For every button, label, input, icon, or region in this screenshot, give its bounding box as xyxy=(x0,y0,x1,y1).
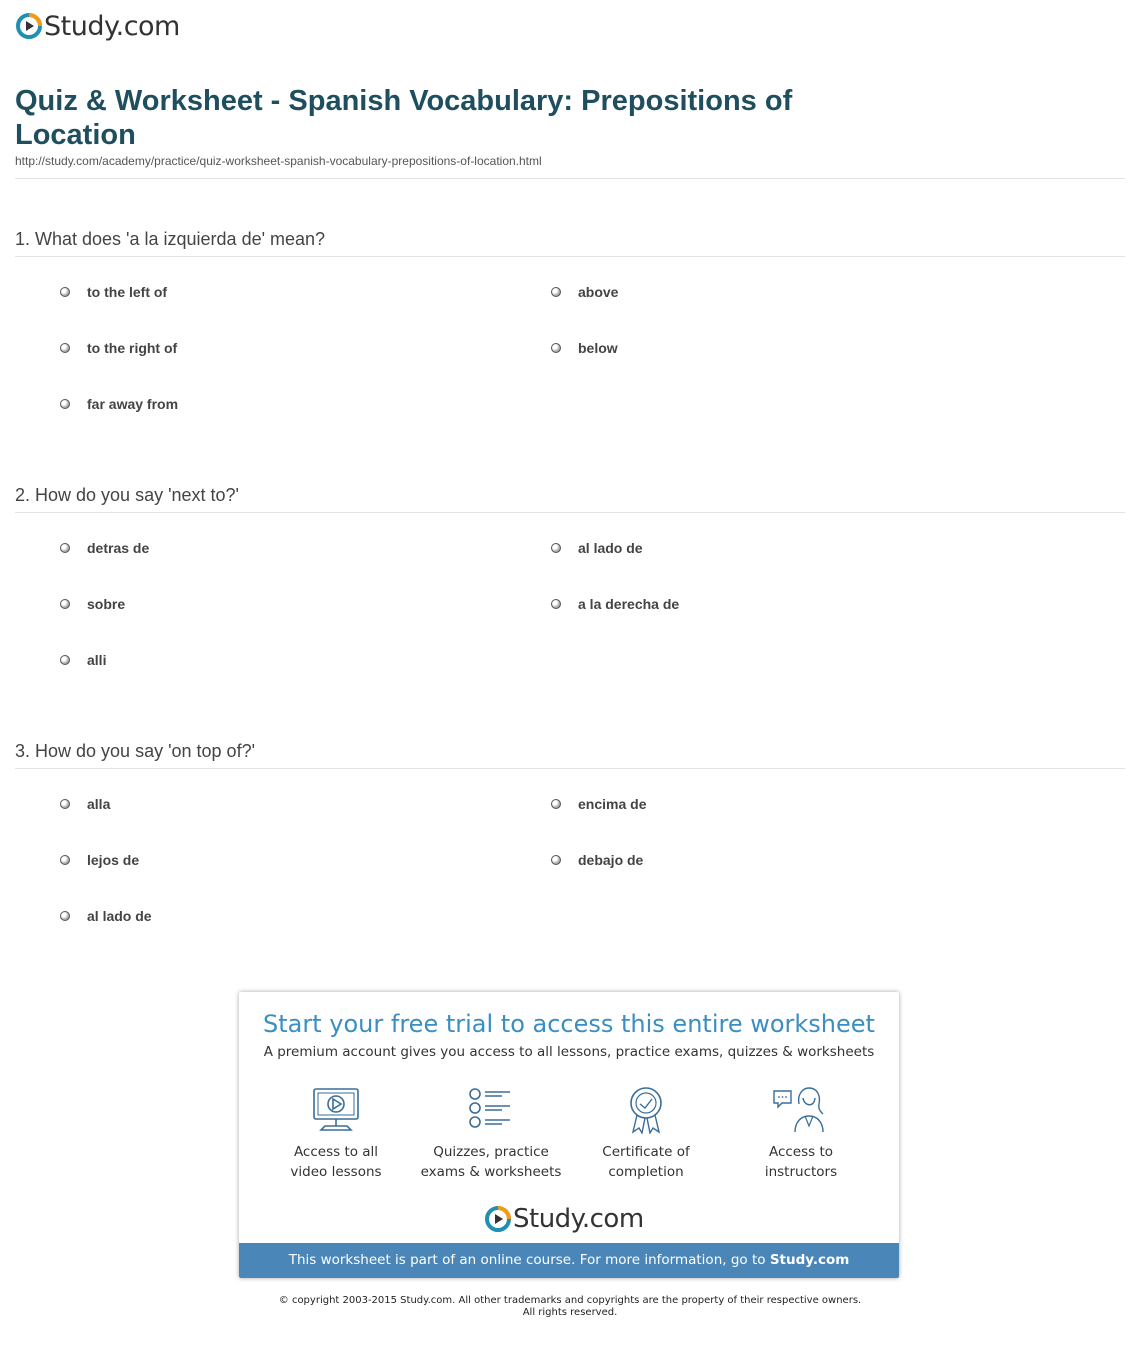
play-logo-icon xyxy=(16,13,42,39)
bar-text: This worksheet is part of an online course. For more information, go to xyxy=(288,1252,770,1268)
radio-button[interactable] xyxy=(551,343,561,353)
answer-label: al lado de xyxy=(578,540,643,556)
answer-label: debajo de xyxy=(578,852,644,868)
radio-button[interactable] xyxy=(551,543,561,553)
rights-line: All rights reserved. xyxy=(522,1307,618,1318)
feature-quizzes xyxy=(411,1086,571,1182)
feature-instructors xyxy=(721,1086,881,1182)
radio-button[interactable] xyxy=(60,399,70,409)
promo-study-logo[interactable] xyxy=(485,1206,644,1232)
answer-label: below xyxy=(578,340,618,356)
radio-button[interactable] xyxy=(551,599,561,609)
radio-button[interactable] xyxy=(60,287,70,297)
answer-label: alli xyxy=(87,652,107,668)
radio-button[interactable] xyxy=(60,599,70,609)
radio-button[interactable] xyxy=(60,911,70,921)
divider xyxy=(15,512,1125,513)
answer-label: above xyxy=(578,284,619,300)
radio-button[interactable] xyxy=(551,855,561,865)
copyright-notice xyxy=(0,1295,1140,1319)
answer-option[interactable] xyxy=(551,338,618,358)
divider xyxy=(15,768,1125,769)
radio-button[interactable] xyxy=(551,799,561,809)
answer-option[interactable] xyxy=(60,338,177,358)
feature-label-line2: video lessons xyxy=(290,1164,382,1180)
radio-button[interactable] xyxy=(60,655,70,665)
question-3: 3. How do you say 'on top of?' xyxy=(15,741,256,761)
study-link[interactable]: Study.com xyxy=(769,1252,850,1268)
answer-label: to the right of xyxy=(87,340,178,356)
promo-heading[interactable]: Start your free trial to access this entire worksheet xyxy=(263,1010,875,1038)
answer-label: detras de xyxy=(87,540,150,556)
radio-button[interactable] xyxy=(60,799,70,809)
feature-certificate xyxy=(566,1086,726,1182)
answer-label: sobre xyxy=(87,596,126,612)
divider xyxy=(15,256,1125,257)
answer-option[interactable] xyxy=(60,282,167,302)
radio-button[interactable] xyxy=(60,855,70,865)
logo-text: Study.com xyxy=(513,1204,644,1234)
feature-video-lessons xyxy=(256,1086,416,1182)
play-logo-icon xyxy=(485,1206,511,1232)
answer-option[interactable] xyxy=(551,850,643,870)
logo-text: Study.com xyxy=(44,10,180,42)
answer-option[interactable] xyxy=(551,282,618,302)
answer-option[interactable] xyxy=(60,538,149,558)
feature-label-line2: exams & worksheets xyxy=(420,1164,562,1180)
certificate-icon xyxy=(621,1086,671,1134)
answer-option[interactable] xyxy=(60,650,106,670)
question-2: 2. How do you say 'next to?' xyxy=(15,485,239,505)
promo-subheading: A premium account gives you access to all lessons, practice exams, quizzes & worksheets xyxy=(263,1044,875,1060)
answer-label: al lado de xyxy=(87,908,152,924)
answer-option[interactable] xyxy=(551,538,643,558)
answer-option[interactable] xyxy=(551,794,646,814)
feature-label-line1: Certificate of xyxy=(602,1144,690,1160)
divider xyxy=(15,178,1125,179)
feature-label-line1: Access to xyxy=(768,1144,834,1160)
copyright-line: © copyright 2003-2015 Study.com. All other trademarks and copyrights are the property of their respective owners. xyxy=(278,1295,862,1306)
answer-option[interactable] xyxy=(551,594,679,614)
answer-option[interactable] xyxy=(60,394,178,414)
feature-label-line1: Access to all xyxy=(293,1144,379,1160)
question-1: 1. What does 'a la izquierda de' mean? xyxy=(15,229,326,249)
instructor-icon xyxy=(771,1086,831,1134)
answer-label: lejos de xyxy=(87,852,140,868)
answer-label: alla xyxy=(87,796,111,812)
feature-label-line2: completion xyxy=(608,1164,684,1180)
study-logo[interactable] xyxy=(16,10,180,42)
answer-option[interactable] xyxy=(60,850,139,870)
feature-label-line2: instructors xyxy=(764,1164,838,1180)
page-title: Quiz & Worksheet - Spanish Vocabulary: Prepositions of Location xyxy=(15,85,793,151)
answer-label: a la derecha de xyxy=(578,596,680,612)
page-url: http://study.com/academy/practice/quiz-worksheet-spanish-vocabulary-prepositions-of-location.html xyxy=(15,154,542,168)
radio-button[interactable] xyxy=(60,343,70,353)
free-trial-promo xyxy=(239,992,899,1278)
answer-label: to the left of xyxy=(87,284,168,300)
answer-option[interactable] xyxy=(60,906,152,926)
answer-option[interactable] xyxy=(60,594,125,614)
video-lesson-icon xyxy=(311,1086,361,1134)
answer-option[interactable] xyxy=(60,794,110,814)
radio-button[interactable] xyxy=(60,543,70,553)
course-info-bar[interactable] xyxy=(239,1243,899,1278)
answer-label: far away from xyxy=(87,396,179,412)
radio-button[interactable] xyxy=(551,287,561,297)
feature-label-line1: Quizzes, practice xyxy=(433,1144,549,1160)
quiz-list-icon xyxy=(466,1086,516,1134)
answer-label: encima de xyxy=(578,796,647,812)
